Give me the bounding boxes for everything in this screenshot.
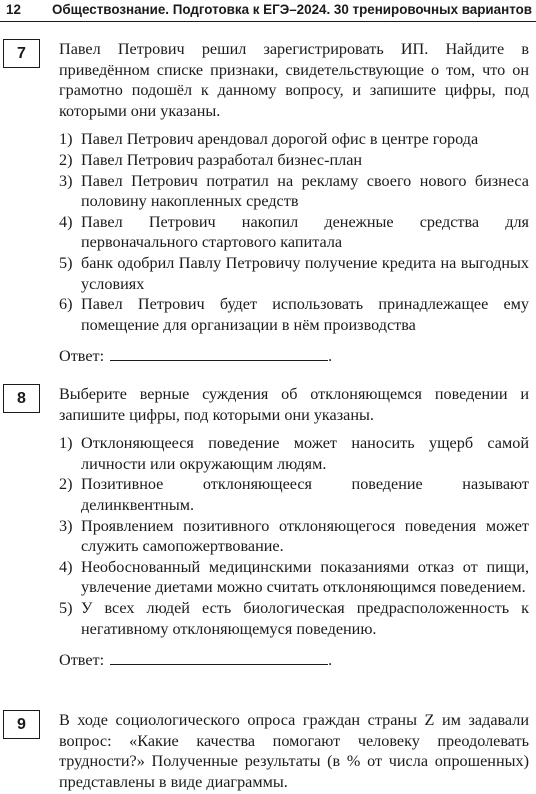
option-text: Павел Петрович будет использовать принадлежащее ему помещение для организации в нём производства <box>81 295 529 334</box>
option-number: 3) <box>59 516 73 535</box>
option-item <box>59 598 529 639</box>
option-item <box>59 212 529 253</box>
task-question: В ходе социологического опроса граждан страны Z им задавали вопрос: «Какие качества помогают человеку преодолевать трудности?» Полученные результаты (в % от числа опрошенных) представлены в виде диаграммы. <box>59 711 529 791</box>
option-text: Проявлением позитивного отклоняющегося поведения может служить самопожертвование. <box>81 516 529 556</box>
option-number: 5) <box>59 253 73 272</box>
option-item <box>59 150 529 171</box>
option-item <box>59 516 529 557</box>
option-text: Павел Петрович разработал бизнес-план <box>81 150 363 169</box>
option-item <box>59 129 529 150</box>
option-item <box>59 433 529 474</box>
option-item <box>59 474 529 515</box>
option-list <box>59 433 529 639</box>
header-rule <box>0 21 536 22</box>
answer-period: . <box>328 651 333 670</box>
option-text: У всех людей есть биологическая предрасположенность к негативному отклоняющемуся поведению. <box>81 598 529 638</box>
answer-label: Ответ: <box>59 651 105 670</box>
task-content <box>59 384 529 671</box>
option-item <box>59 253 529 294</box>
option-text: Павел Петрович накопил денежные средства для первоначального стартового капитала <box>81 212 529 252</box>
option-number: 2) <box>59 475 73 494</box>
answer-field[interactable] <box>110 648 328 665</box>
option-list <box>59 129 529 335</box>
answer-label: Ответ: <box>59 347 105 366</box>
option-item <box>59 294 529 335</box>
answer-period: . <box>328 347 333 366</box>
option-number: 4) <box>59 557 73 576</box>
answer-row <box>59 648 529 671</box>
option-number: 6) <box>59 295 73 314</box>
option-text: Позитивное отклоняющееся поведение называют делинквентным. <box>81 475 529 514</box>
option-number: 1) <box>59 130 73 149</box>
task-content <box>59 39 529 367</box>
book-title: Обществознание. Подготовка к ЕГЭ–2024. 30 тренировочных вариантов <box>52 2 532 17</box>
answer-field[interactable] <box>110 344 328 361</box>
option-item <box>59 557 529 598</box>
task-question: Павел Петрович решил зарегистрировать ИП. Найдите в приведённом списке признаки, свидетельствующие о том, что он грамотно подошёл к данному вопросу, и запишите цифры, под которыми они указаны. <box>59 40 529 120</box>
task-number-box: 9 <box>3 710 40 739</box>
option-text: Павел Петрович арендовал дорогой офис в центре города <box>81 130 479 149</box>
task-number-box: 7 <box>3 39 40 68</box>
option-number: 3) <box>59 171 73 190</box>
option-text: Отклоняющееся поведение может наносить ущерб самой личности или окружающим людям. <box>81 434 529 473</box>
option-number: 4) <box>59 212 73 231</box>
page-number: 12 <box>6 2 21 17</box>
page-header <box>0 0 536 20</box>
option-text: Павел Петрович потратил на рекламу своего нового бизнеса половину накопленных средств <box>81 171 529 211</box>
option-text: банк одобрил Павлу Петровичу получение кредита на выгодных условиях <box>81 253 529 293</box>
option-number: 1) <box>59 434 73 453</box>
option-number: 2) <box>59 150 73 169</box>
option-text: Необоснованный медицинскими показаниями отказ от пищи, увлечение диетами можно считать отклоняющимся поведением. <box>81 557 529 597</box>
answer-row <box>59 344 529 367</box>
option-number: 5) <box>59 598 73 617</box>
task-number-box: 8 <box>3 384 40 413</box>
task-content <box>59 710 529 792</box>
option-item <box>59 171 529 212</box>
task-question: Выберите верные суждения об отклоняющемся поведении и запишите цифры, под которыми они указаны. <box>59 385 529 424</box>
